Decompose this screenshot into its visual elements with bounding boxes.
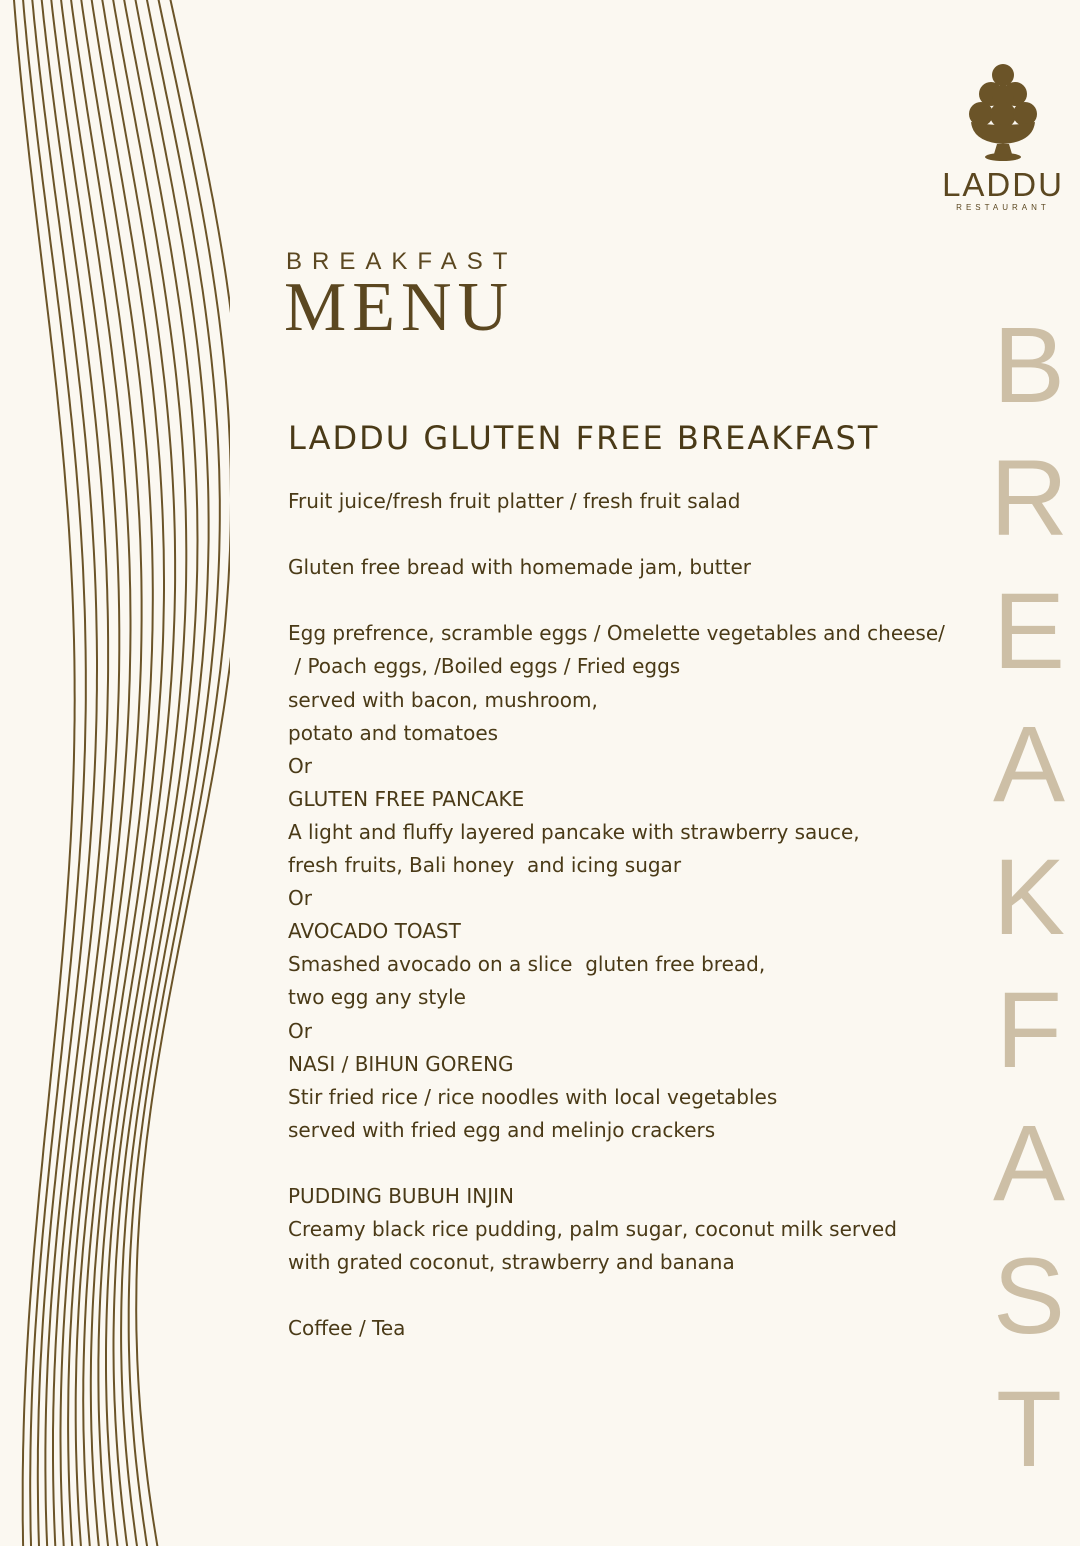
menu-spacer — [288, 1147, 968, 1180]
menu-spacer — [288, 584, 968, 617]
menu-line: served with fried egg and melinjo crackers — [288, 1117, 716, 1142]
menu-line: AVOCADO TOAST — [288, 919, 461, 944]
menu-line: Smashed avocado on a slice gluten free bread, — [288, 952, 766, 977]
side-word-letter: E — [992, 570, 1066, 691]
side-word-letter: F — [996, 969, 1062, 1090]
menu-line: PUDDING BUBUH INJIN — [288, 1183, 514, 1208]
menu-line: potato and tomatoes — [288, 720, 499, 745]
menu-line: with grated coconut, strawberry and banana — [288, 1250, 735, 1275]
side-word-letter: B — [992, 304, 1066, 425]
menu-line: Fruit juice/fresh fruit platter / fresh fruit salad — [288, 489, 741, 513]
menu-line: two egg any style — [288, 985, 466, 1010]
menu-line: Or — [288, 1018, 312, 1043]
laddu-bowl-icon — [968, 62, 1038, 166]
wave-line — [91, 0, 175, 1546]
side-word-letter: A — [992, 703, 1066, 824]
wave-line — [106, 0, 198, 1546]
menu-line: GLUTEN FREE PANCAKE — [288, 786, 525, 811]
menu-line: / Poach eggs, /Boiled eggs / Fried eggs — [288, 654, 681, 679]
side-word-letter: R — [990, 437, 1068, 558]
vertical-breakfast-word — [980, 298, 1078, 1495]
logo-subtitle: RESTAURANT — [956, 203, 1050, 212]
wave-line — [21, 0, 85, 1546]
menu-spacer — [288, 518, 968, 551]
side-word-letter: K — [992, 836, 1066, 957]
menu-line: fresh fruits, Bali honey and icing sugar — [288, 853, 682, 878]
menu-items — [288, 485, 968, 1345]
menu-line: Or — [288, 753, 312, 778]
side-word-letter: A — [992, 1102, 1066, 1223]
heading-menu: MENU — [284, 269, 515, 346]
restaurant-logo — [938, 62, 1068, 212]
menu-line: Or — [288, 886, 312, 911]
menu-line: Stir fried rice / rice noodles with local vegetables — [288, 1084, 778, 1109]
menu-spacer — [288, 1279, 968, 1312]
menu-line: Coffee / Tea — [288, 1316, 406, 1341]
menu-line: Gluten free bread with homemade jam, butter — [288, 555, 751, 580]
menu-line: NASI / BIHUN GORENG — [288, 1051, 514, 1076]
menu-line: Egg prefrence, scramble eggs / Omelette vegetables and cheese/ — [288, 621, 945, 646]
menu-line: Creamy black rice pudding, palm sugar, coconut milk served — [288, 1217, 897, 1242]
side-word-letter: T — [996, 1368, 1062, 1489]
section-title: LADDU GLUTEN FREE BREAKFAST — [288, 419, 880, 457]
wave-line — [136, 0, 230, 1546]
menu-line: A light and fluffy layered pancake with strawberry sauce, — [288, 819, 860, 844]
logo-name: LADDU — [942, 166, 1064, 203]
side-word-letter: S — [992, 1235, 1066, 1356]
heading-breakfast: BREAKFAST — [286, 248, 518, 275]
decorative-wave-lines — [0, 0, 230, 1546]
menu-line: served with bacon, mushroom, — [288, 687, 598, 712]
